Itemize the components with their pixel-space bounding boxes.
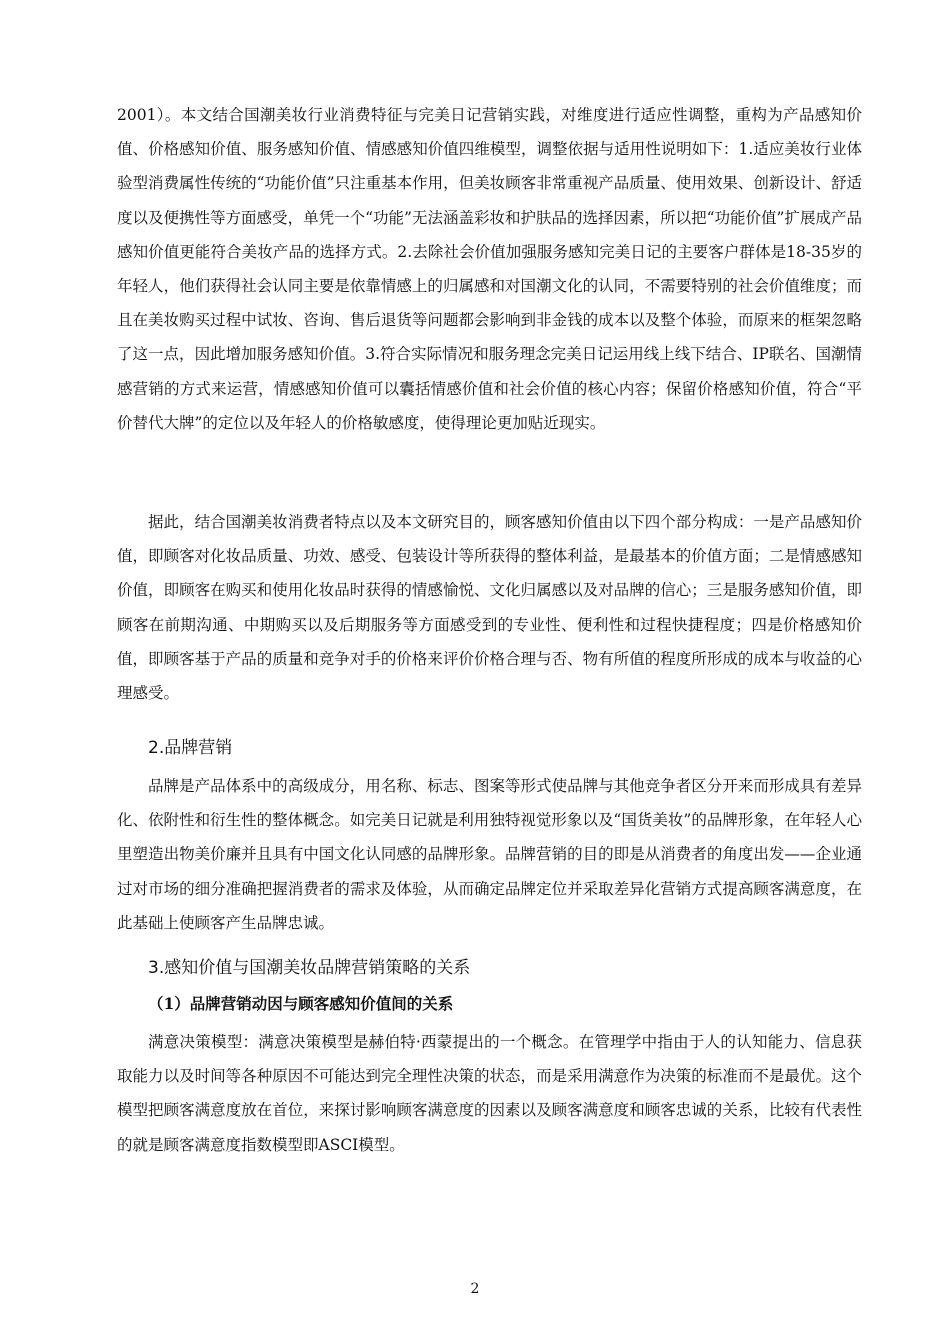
paragraph-perceived-value-components: 据此，结合国潮美妆消费者特点以及本文研究目的，顾客感知价值由以下四个部分构成：一是产品感知价值，即顾客对化妆品质量、功效、感受、包装设计等所获得的整体利益，是最基本的价值方面；二是情感感知价值，即顾客在购买和使用化妆品时获得的情感愉悦、文化归属感以及对品牌的信心；三是服务感知价值，即顾客在前期沟通、中期购买以及后期服务等方面感受到的专业性、便利性和过程快捷程度；四是价格感知价值，即顾客基于产品的质量和竞争对手的价格来评价价格合理与否、物有所值的程度所形成的成本与收益的心理感受。	[117, 513, 862, 703]
section-heading-relationship: 3.感知价值与国潮美妆品牌营销策略的关系	[148, 958, 471, 978]
paragraph-brand-marketing: 品牌是产品体系中的高级成分，用名称、标志、图案等形式使品牌与其他竞争者区分开来而形成具有差异化、依附性和衍生性的整体概念。如完美日记就是利用独特视觉形象以及“国货美妆”的品牌形象，在年轻人心里塑造出物美价廉并且具有中国文化认同感的品牌形象。品牌营销的目的即是从消费者的角度出发——企业通过对市场的细分准确把握消费者的需求及体验，从而确定品牌定位并采取差异化营销方式提高顾客满意度，在此基础上使顾客产生品牌忠诚。	[117, 777, 862, 932]
paragraph-satisficing-model: 满意决策模型：满意决策模型是赫伯特·西蒙提出的一个概念。在管理学中指由于人的认知能力、信息获取能力以及时间等各种原因不可能达到完全理性决策的状态，而是采用满意作为决策的标准而不是最优。这个模型把顾客满意度放在首位，来探讨影响顾客满意度的因素以及顾客满意度和顾客忠诚的关系，比较有代表性的就是顾客满意度指数模型即ASCI模型。	[117, 1033, 862, 1154]
page-number: 2	[470, 1281, 480, 1297]
paragraph-perceived-value-dimensions: 2001）。本文结合国潮美妆行业消费特征与完美日记营销实践，对维度进行适应性调整，重构为产品感知价值、价格感知价值、服务感知价值、情感感知价值四维模型，调整依据与适用性说明如下：1.适应美妆行业体验型消费属性传统的“功能价值”只注重基本作用，但美妆顾客非常重视产品质量、使用效果、创新设计、舒适度以及便携性等方面感受，单凭一个“功能”无法涵盖彩妆和护肤品的选择因素，所以把“功能价值”扩展成产品感知价值更能符合美妆产品的选择方式。2.去除社会价值加强服务感知完美日记的主要客户群体是18-35岁的年轻人，他们获得社会认同主要是依靠情感上的归属感和对国潮文化的认同，不需要特别的社会价值维度；而且在美妆购买过程中试妆、咨询、售后退货等问题都会影响到非金钱的成本以及整个体验，而原来的框架忽略了这一点，因此增加服务感知价值。3.符合实际情况和服务理念完美日记运用线上线下结合、IP联名、国潮情感营销的方式来运营，情感感知价值可以囊括情感价值和社会价值的核心内容；保留价格感知价值，符合“平价替代大牌”的定位以及年轻人的价格敏感度，使得理论更加贴近现实。	[117, 106, 862, 432]
subsection-heading-motivation: （1）品牌营销动因与顾客感知价值间的关系	[148, 994, 454, 1013]
section-heading-brand-marketing: 2.品牌营销	[148, 738, 233, 758]
